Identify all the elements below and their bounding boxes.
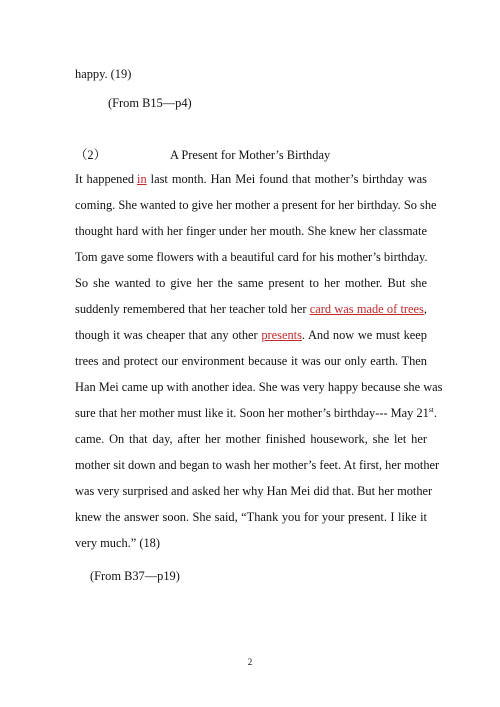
text-line: happy. (19) bbox=[75, 67, 132, 81]
paragraph-line: thought hard with her finger under her mouth. She knew her classmate bbox=[75, 224, 427, 238]
text-run: sure that her mother must like it. Soon her mother’s birthday--- May 21 bbox=[75, 406, 429, 420]
paragraph-line: Han Mei came up with another idea. She was very happy because she was bbox=[75, 380, 443, 394]
paragraph-line bbox=[75, 171, 427, 187]
section-title: A Present for Mother’s Birthday bbox=[170, 148, 331, 162]
paragraph-line: was very surprised and asked her why Han Mei did that. But her mother bbox=[75, 484, 433, 498]
paragraph-line: very much.” (18) bbox=[75, 536, 160, 550]
text-run: suddenly remembered that her teacher told her bbox=[75, 302, 307, 316]
paragraph-line: coming. She wanted to give her mother a present for her birthday. So she bbox=[75, 198, 437, 212]
paragraph-line bbox=[75, 301, 427, 317]
page-number: 2 bbox=[247, 657, 253, 667]
paragraph-line bbox=[75, 327, 427, 343]
section-number: （2） bbox=[75, 148, 106, 162]
text-run: , bbox=[423, 302, 427, 316]
paragraph-line: So she wanted to give her the same present to her mother. But she bbox=[75, 276, 427, 290]
correction-mark: in bbox=[137, 172, 147, 186]
paragraph-line: came. On that day, after her mother finished housework, she let her bbox=[75, 432, 427, 446]
text-run: though it was cheaper that any other bbox=[75, 328, 258, 342]
text-run: last month. Han Mei found that mother’s birthday was bbox=[150, 172, 427, 186]
paragraph-line: Tom gave some flowers with a beautiful card for his mother’s birthday. bbox=[75, 250, 428, 264]
paragraph-line: knew the answer soon. She said, “Thank you for your present. I like it bbox=[75, 510, 427, 524]
paragraph-line: mother sit down and began to wash her mother’s feet. At first, her mother bbox=[75, 458, 440, 472]
source-citation: (From B37—p19) bbox=[90, 569, 180, 583]
correction-mark: presents bbox=[261, 328, 302, 342]
text-run: . And now we must keep bbox=[301, 328, 428, 342]
superscript: st bbox=[428, 404, 434, 414]
text-run: It happened bbox=[75, 172, 135, 186]
text-run: . bbox=[433, 406, 437, 420]
correction-mark: card was made of trees bbox=[309, 302, 424, 316]
source-citation: (From B15—p4) bbox=[108, 96, 192, 110]
paragraph-line: trees and protect our environment because it was our only earth. Then bbox=[75, 354, 427, 368]
paragraph-line bbox=[75, 404, 437, 421]
